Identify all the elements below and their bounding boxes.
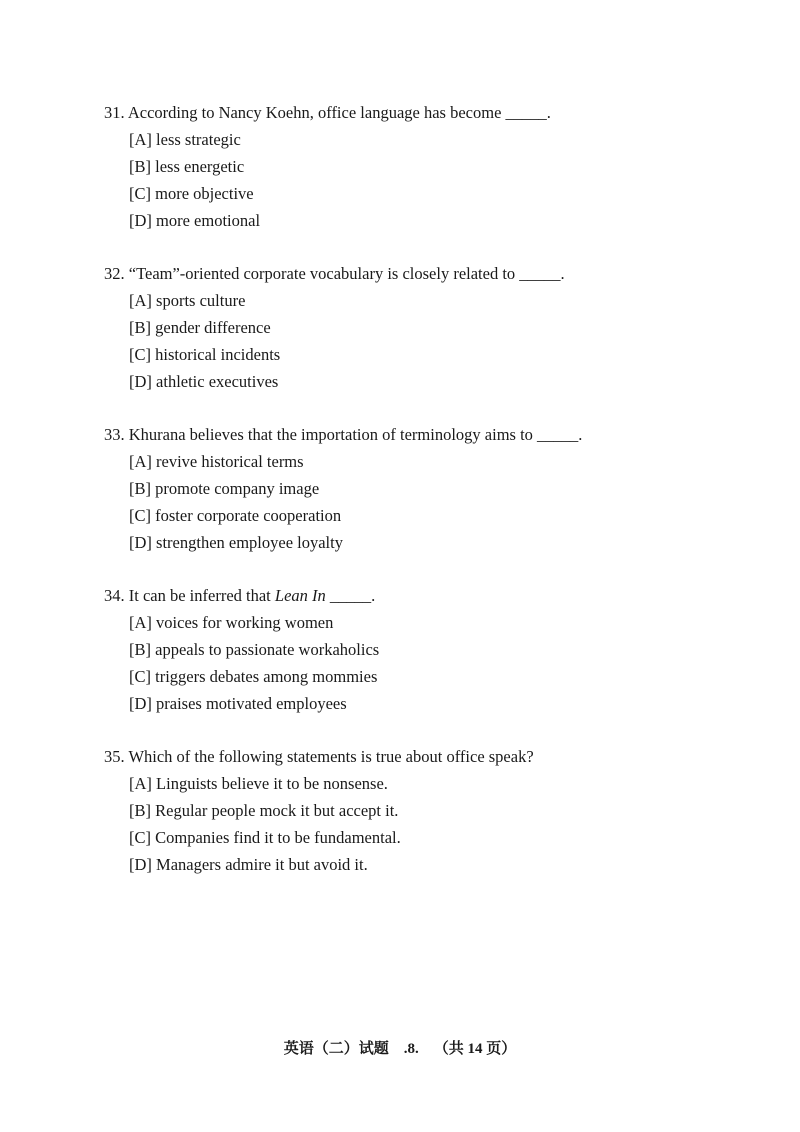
option-d: [D] Managers admire it but avoid it.: [129, 855, 368, 874]
question-31: [104, 99, 744, 234]
option-d: [D] praises motivated employees: [129, 694, 347, 713]
option-c: [C] historical incidents: [129, 345, 281, 364]
option-c: [C] foster corporate cooperation: [129, 506, 342, 525]
option-a: [A] sports culture: [129, 291, 246, 310]
stem-text-end: _____.: [325, 586, 376, 605]
option-list: [104, 770, 744, 878]
option-list: [104, 287, 744, 395]
option-d: [D] more emotional: [129, 211, 261, 230]
option-c: [C] Companies find it to be fundamental.: [129, 828, 401, 847]
question-stem: 32. “Team”-oriented corporate vocabulary is closely related to _____.: [104, 264, 565, 283]
question-list: [104, 99, 744, 904]
question-stem: 31. According to Nancy Koehn, office language has become _____.: [104, 103, 551, 122]
question-32: [104, 260, 744, 395]
question-33: [104, 421, 744, 556]
question-34: [104, 582, 744, 717]
option-a: [A] less strategic: [129, 130, 241, 149]
book-title: Lean In: [274, 586, 326, 605]
option-a: [A] Linguists believe it to be nonsense.: [129, 774, 388, 793]
option-d: [D] athletic executives: [129, 372, 279, 391]
page-footer: 英语（二）试题 .8. （共 14 页）: [283, 1041, 517, 1057]
question-stem: [104, 582, 744, 609]
stem-text-start: 34. It can be inferred that: [104, 586, 275, 605]
option-d: [D] strengthen employee loyalty: [129, 533, 343, 552]
option-a: [A] voices for working women: [129, 613, 334, 632]
option-b: [B] gender difference: [129, 318, 271, 337]
option-b: [B] promote company image: [129, 479, 320, 498]
option-list: [104, 126, 744, 234]
option-b: [B] less energetic: [129, 157, 245, 176]
option-b: [B] Regular people mock it but accept it.: [129, 801, 399, 820]
option-c: [C] more objective: [129, 184, 254, 203]
option-a: [A] revive historical terms: [129, 452, 304, 471]
question-stem: 35. Which of the following statements is true about office speak?: [104, 747, 534, 766]
question-stem: 33. Khurana believes that the importation of terminology aims to _____.: [104, 425, 583, 444]
question-35: [104, 743, 744, 878]
option-list: [104, 609, 744, 717]
option-list: [104, 448, 744, 556]
option-c: [C] triggers debates among mommies: [129, 667, 378, 686]
option-b: [B] appeals to passionate workaholics: [129, 640, 380, 659]
